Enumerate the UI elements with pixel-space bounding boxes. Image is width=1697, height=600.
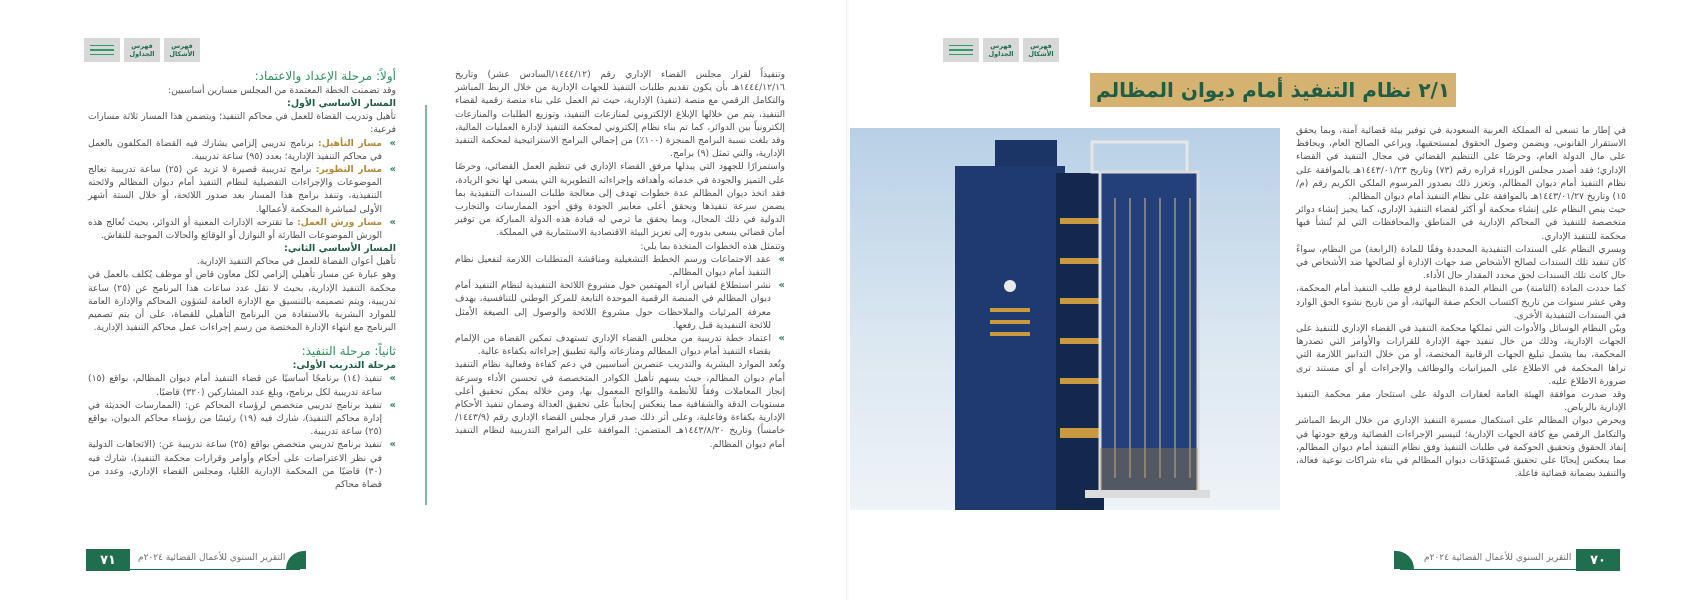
bullet-text: تنفيذ (١٤) برنامجًا أساسيًا عن قضاء التنفيذ أمام ديوان المظالم، بواقع (١٥) ساعة تدريبية لكل برنامج، وبلغ عدد المشاركين (٣٢٠) قاضيًا. [88,373,383,398]
section-heading-execution: ثانياً: مرحلة التنفيذ: [301,344,396,359]
paragraph: ويحرص ديوان المظالم على استكمال مسيرة التنفيذ الإداري من خلال الربط المباشر والتكامل الرقمي مع كافة الجهات الإدارية؛ لتيسير الإجراءات القضائية ورفع جودتها في إنفاذ الحقوق وتحقيق الحوكمة في طلبات التنفيذ وفق نظام التنفيذ أمام ديوان المظالم، مما ينعكس إيجابًا على تحقيق مُستَهْدَفَات ديوان المظالم في بناء شراكات نوعية فعالة، والتنفيذ بضمانة قضائية فاعلة. [1296,415,1626,480]
double-chevron-icon: » [389,164,396,176]
hamburger-line [949,49,973,51]
left-text-column [88,68,396,491]
emblem-icon [1004,280,1016,292]
footer-title: التقرير السنوي للأعمال القضائية ٢٠٢٤م [138,553,286,563]
stage1-title: مرحلة التدريب الأولى: [292,360,396,372]
footer-ornament [286,551,306,569]
tower-top [995,140,1057,170]
footer-ornament [1394,551,1414,569]
index-navbar-right [943,38,1059,62]
bullet-item [455,279,785,332]
double-chevron-icon: » [389,439,396,451]
bullet-label: مسار التطوير: [315,164,383,176]
double-chevron-icon: » [778,280,785,292]
hamburger-line [949,54,973,56]
double-chevron-icon: » [389,216,396,228]
section-heading-preparation: أولاً: مرحلة الإعداد والاعتماد: [254,69,396,83]
middle-text-column [455,68,785,451]
bullet-item [88,372,396,398]
paragraph: وتُعد الموارد البشرية والتدريب عنصرين أساسيين في دعم كفاءة وفعالية نظام التنفيذ أمام ديوان المظالم، حيث يسهم تأهيل الكوادر المتخصصة في تحسين الأداء وسرعة إنجاز المعاملات وفقاً للأنظمة واللوائح المعمول بها، ومن خلاله يمكن تحقيق أعلى مستويات الدقة والشفافية مما ينعكس إيجابياً على تحقيق العدالة وضمان تنفيذ الأحكام الإدارية بكفاءة وفاعلية، وعلى أثر ذلك صدر قرار مجلس القضاء الإداري رقم (١٤٤٣/٩/خامساً) وتاريخ ١٤٤٣/٨/٢٠هـ المتضمن: الموافقة على البرامج التدريبية لنظام التنفيذ أمام ديوان المظالم. [455,359,785,450]
bullet-text: ما تقترحه الإدارات المعنية أو الدوائر، بحيث تُعالج هذه الورش الموضوعات الطارئة أو النوازل أو الوقائع والحالات الموجبة للنقاش. [88,216,382,242]
column-divider [425,105,427,505]
double-chevron-icon: » [389,137,396,149]
bullet-item [88,163,396,216]
paragraph: وقد صدرت موافقة الهيئة العامة لعقارات الدولة على استئجار مقر محكمة التنفيذ الإدارية بالرياض. [1296,389,1626,414]
left-tower [955,166,1065,510]
bullet-text: نشر استطلاع لقياس آراء المهتمين حول مشروع اللائحة التنفيذية لنظام التنفيذ أمام ديوان المظالم في المنصة الرقمية الموحدة التابعة للمركز الوطني للتنافسية، بهدف معرفة المرئيات والملاحظات حول مشروع اللائحة والوصول إلى الصيغة الأمثل للائحة التنفيذية قبل رفعها. [455,280,771,331]
page-number: ٧١ [86,549,130,571]
building-illustration [850,128,1280,510]
canopy [1085,490,1210,498]
bullet-item [88,438,396,491]
tables-index-button[interactable]: فهرس الجداول [124,38,160,62]
paragraph: وبيّن النظام الوسائل والأدوات التي تملكها محكمة التنفيذ في القضاء الإداري للتنفيذ على الجهات الإدارية، وذلك من خال تنفيذ جهة الإدارة للقرارات والأوامر التي تصدرها المحكمة، بما يشمل تبليغ الجهات الرقابية المختصة، أو من خلال التدابير اللازمة التي تراها المحكمة في الاطلاع على الميزانيات والوظائف والإجراءات أو أي مستند ترى ضرورة الاطلاع عليه. [1296,323,1626,387]
paragraph: كما حددت المادة (الثامنة) من النظام المدة النظامية لرفع طلب التنفيذ أمام المحكمة، وهي عشر سنوات من تاريخ اكتساب الحكم صفة النهائية، أو من تاريخ نشوء الحق الوارد في السندات التنفيذية الأخرى. [1296,283,1626,321]
tables-index-button[interactable]: فهرس الجداول [983,38,1019,62]
bullet-text: برامج تدريبية قصيرة لا تزيد عن (٢٥) ساعة تدريبية تعالج الموضوعات والإجراءات التفصيلية لنظام التنفيذ أمام ديوان المظالم ولائحته التنفيذية، وتنفذ برامج هذا المسار بعد صدور اللائحة، أو خلال الستة أشهر الأولى لمباشرة المحكمة لأعمالها. [88,164,382,215]
page-number: ٧٠ [1576,549,1620,571]
roof-frame [1092,142,1187,172]
bullet-item [88,216,396,242]
figures-index-button[interactable]: فهرس الأشكال [1023,38,1059,62]
menu-button[interactable] [943,38,979,62]
bullet-text: عقد الاجتماعات ورسم الخطط التشغيلية ومناقشة المتطلبات اللازمة لتفعيل نظام التنفيذ أمام ديوان المظالم. [455,253,771,279]
hamburger-menu-icon [949,45,973,47]
paragraph: واستمرارًا للجهود التي يبذلها مرفق القضاء الإداري في تنظيم العمل القضائي، وحرصًا على التميز والجودة في خدماته وأهدافه وإجراءاته التطويرية التي يسعى لها نحو الريادة، فقد اتخذ ديوان المظالم عدة خطوات تهدف إلى معالجة طلبات السندات التنفيذية بما يضمن سرعة تنفيذها ويحقق أعلى معايير الجودة وفق أجود الممارسات والتجارب الدولية في ذلك المجال، وبما يحقق ما ترمي له قيادة هذه الدولة المباركة من توفير أمان قضائي يسعى بدوره إلى تعزيز البيئة الاقتصادية الاستثمارية في المملكة. [455,161,785,239]
section-title: ٢/١ نظام التنفيذ أمام ديوان المظالم [1090,73,1456,107]
bullet-item [88,137,396,163]
building-photo [850,128,1280,510]
footer-rule [130,569,300,570]
hamburger-line [90,54,114,56]
bullet-text: برنامج تدريبي إلزامي يشارك فيه القضاة المكلفون بالعمل في محاكم التنفيذ الإدارية؛ بعدد (٩٥) ساعة تدريبية. [88,137,382,162]
facade-glow [1100,448,1198,492]
double-chevron-icon: » [778,253,785,265]
double-chevron-icon: » [389,399,396,411]
paragraph: وتنفيذاً لقرار مجلس القضاء الإداري رقم (١٤٤٤/١٢/السادس عشر) وتاريخ ١٤٤٤/١٢/١٦هـ بأن يكون تقديم طلبات التنفيذ للجهات الإدارية من خلال الربط المباشر والتكامل الرقمي مع منصة (تنفيذ) الإدارية، حيث تم العمل على بناء منصة رقمية لقضاء التنفيذ، يتم من خلالها الإبلاغ الإلكتروني لمنازعات التنفيذ، وتوزيع الطلبات والمنازعات إلكترونياً بين الدوائر، كما تم بناء نظام إلكتروني لمحكمة التنفيذ لإدارة العمليات المالية، وقد بلغت نسبة البرامج المنجزة (١٠٠٪) من إجمالي البرامج الاستراتيجية لمحكمة التنفيذ الإدارية، والتي تمثل (٩) برامج. [455,69,786,160]
double-chevron-icon: » [389,373,396,385]
index-navbar-left [84,38,200,62]
bullet-text: اعتماد خطة تدريبية من مجلس القضاء الإداري تستهدف تمكين القضاة من الإلمام بقضاء التنفيذ أمام ديوان المظالم ومنازعاته وآلية تطبيق إجراءاته بكفاءة عالية. [455,333,771,358]
footer-page-71 [86,549,306,571]
footer-rule [1400,569,1580,570]
bullet-item [88,399,396,439]
track2-title: المسار الأساسي الثاني: [284,243,396,255]
paragraph: وهو عبارة عن مسار تأهيلي إلزامي لكل معاون قاض أو موظف يُكلف بالعمل في محكمة التنفيذ الإدارية، بحيث لا تقل عدد ساعات هذا البرنامج عن (٢٥) ساعة تدريبية، ويتم تصميمه بالتنسيق مع الإدارة العامة لشؤون المحاكم والإدارة العامة للموارد البشرية بالاستفادة من البرنامج التأهيلي للقضاة، على أن يتم تصميم البرنامج مع انتهاء الإدارة المختصة من رسم إجراءات عمل محاكم التنفيذ الإدارية. [88,269,396,334]
bullet-item [455,332,785,358]
figures-index-button[interactable]: فهرس الأشكال [164,38,200,62]
footer-title: التقرير السنوي للأعمال القضائية ٢٠٢٤م [1424,553,1572,563]
hamburger-line [90,49,114,51]
paragraph: وقد تضمنت الخطة المعتمدة من المجلس مسارين أساسيين: [168,85,396,96]
bullet-item [455,253,785,279]
paragraph: حيث ينص النظام على إنشاء محكمة أو أكثر لقضاء التنفيذ الإداري، كما يجيز إنشاء دوائر متخصصة للتنفيذ في المحاكم الإدارية في المناطق والمحافظات التي لم تُنشأ فيها محكمة للتنفيذ الإداري. [1296,204,1626,242]
page-71 [0,0,848,600]
right-text-column [1296,124,1626,480]
bullet-text: تنفيذ برنامج تدريبي متخصص بواقع (٢٥) ساعة تدريبية عن: (الاتجاهات الدولية في نظر الاعتراضات على أحكام وأوامر وقرارات محكمة التنفيذ)، شارك فيه (٣٠) قاضيًا من المحكمة الإدارية العُليا، ومجلس القضاء الإداري، وعدد من قضاة محاكم [88,439,382,491]
paragraph: ويسري النظام على السندات التنفيذية المحددة وفقًا للمادة (الرابعة) من النظام، سواءً كان تنفيذ تلك السندات لصالح الأشخاص ضد جهات الإدارة أو لصالحها ضد الأشخاص في حال كانت تلك السندات لحق محدد المقدار حال الأداء. [1296,243,1626,282]
bullet-label: مسار التأهيل: [318,137,382,149]
bullet-text: تنفيذ برنامج تدريبي متخصص لرؤساء المحاكم عن: (الممارسات الحديثة في إدارة محاكم التنفيذ)، شارك فيه (١٩) رئيسًا من رؤساء محاكم الديوان، بواقع (٢٥) ساعة تدريبية. [88,399,382,438]
paragraph: وتتمثل هذه الخطوات المتخذة بما يلي: [640,240,785,252]
bullet-label: مسار ورش العمل: [297,216,383,228]
menu-button[interactable] [84,38,120,62]
hamburger-menu-icon [90,45,114,47]
double-chevron-icon: » [778,333,785,345]
paragraph: تأهيل وتدريب القضاة للعمل في محاكم التنفيذ؛ ويتضمن هذا المسار ثلاثة مسارات فرعية: [88,111,396,136]
paragraph: تأهيل أعوان القضاة للعمل في محاكم التنفيذ الإدارية. [196,256,396,268]
paragraph: في إطار ما تسعى له المملكة العربية السعودية في توفير بيئة قضائية آمنة، وبما يحقق الاستقرار القانوني، ويضمن وصول الحقوق لمستحقيها، ويراعي الصالح العام، ويحافظ على مال الدولة العام، وحرصًا على التنظيم القضائي في مجال التنفيذ في القضاء الإداري؛ فقد أصدر مجلس الوزراء قراره رقم (٧٣) وتاريخ ١٤٤٣/٠١/٢٣هـ بالموافقة على نظام التنفيذ أمام ديوان المظالم، وتعزز ذلك بصدور المرسوم الملكي الكريم رقم (م/١٥) وتاريخ ١٤٤٣/٠١/٢٧هـ بالموافقة على نظام التنفيذ أمام ديوان المظالم. [1296,125,1626,203]
footer-page-70 [1394,549,1620,571]
track1-title: المسار الأساسي الأول: [287,98,396,110]
